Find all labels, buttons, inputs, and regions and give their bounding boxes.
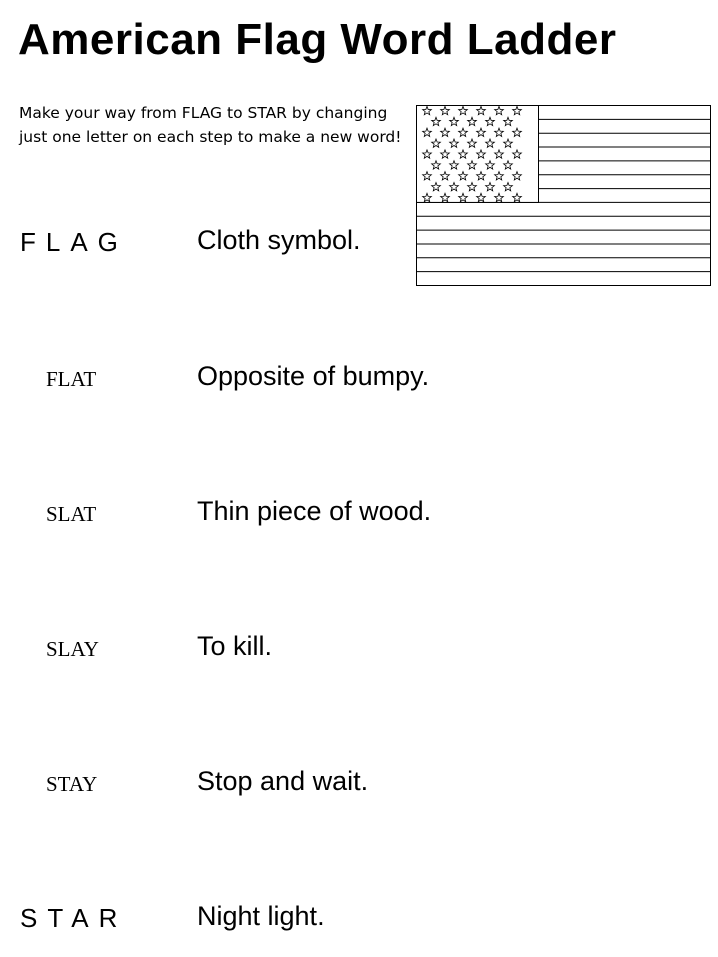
clue-text: Stop and wait.	[197, 766, 369, 796]
clue-text: Thin piece of wood.	[197, 496, 432, 526]
start-word: FLAG	[20, 227, 128, 257]
ladder-row-2	[0, 358, 718, 398]
page-title: American Flag Word Ladder	[18, 15, 617, 64]
answer-word: FLAT	[46, 367, 97, 391]
instructions: Make your way from FLAG to STAR by changing just one letter on each step to make a new word!	[19, 104, 402, 146]
answer-word: STAY	[46, 772, 98, 796]
ladder-row-4	[0, 628, 718, 668]
clue-text: To kill.	[197, 631, 273, 661]
clue-text: Night light.	[197, 901, 325, 931]
clue-text: Cloth symbol.	[197, 225, 361, 255]
ladder-row-6	[0, 898, 718, 938]
ladder-row-5	[0, 763, 718, 803]
answer-word: SLAT	[46, 502, 97, 526]
ladder-row-1	[0, 222, 718, 262]
end-word: STAR	[20, 903, 128, 933]
ladder-row-3	[0, 493, 718, 533]
answer-word: SLAY	[46, 637, 99, 661]
clue-text: Opposite of bumpy.	[197, 361, 430, 391]
